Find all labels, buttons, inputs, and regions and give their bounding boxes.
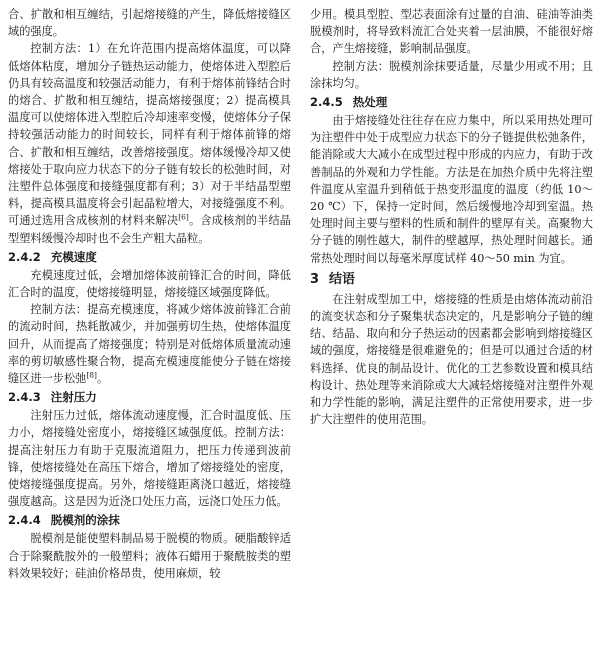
section-number: 3: [310, 271, 320, 287]
paragraph-text-end: 。: [96, 372, 109, 386]
paragraph-fill-speed: 充模速度过低，会增加熔体波前锋汇合的时间，降低汇合时的温度，使熔接缝明显，熔接缝区域强度降低。: [8, 268, 291, 300]
section-heading-2-4-5: [310, 94, 593, 111]
paragraph-text-end: 。含成核剂的半结晶型塑料缓慢冷却时也不会生产粗大晶粒。: [8, 214, 291, 245]
paragraph-heat-treatment: 由于熔接缝处往往存在应力集中，所以采用热处理可为注塑件中处于成型应力状态下的分子链提供松弛条件，能消除或大大减小在成型过程中形成的内应力，有助于改善制品的外观和力学性能。方法是在加热介质中先将注塑件温度从室温升到稍低于热变形温度的温度（约低 10～20 ℃）下，保持一定时间，然后缓慢地冷却到室温。热处理时间主要与塑料的性质和制件的壁厚有关。高聚物大分子链的刚性越大，制件的壁越厚，热处理时间越长。通常热处理时间以每毫米厚度试样 40～50 min 为宜。: [310, 114, 593, 265]
section-title: 注射压力: [50, 390, 97, 405]
section-title: 结语: [329, 271, 356, 287]
paragraph-continuation: 少用。模具型腔、型芯表面涂有过量的自油、硅油等油类脱模剂时，将导致料流汇合处夹着一层油膜，不能很好熔合，产生熔接缝，影响制品强度。: [310, 8, 593, 56]
section-number: 2.4.5: [310, 95, 343, 110]
paper-page: [8, 6, 594, 646]
citation-8: [8]: [86, 370, 97, 380]
paragraph-continuation: 合、扩散和相互缠结，引起熔接缝的产生，降低熔接缝区域的强度。: [8, 8, 291, 39]
paragraph-text: 控制方法：1）在允许范围内提高熔体温度，可以降低熔体粘度，增加分子链热运动能力，使熔体进入型腔后仍具有较高温度和较强活动能力，有利于熔体前锋结合时的熔合、扩散和相互缠结，提高熔接强度；2）提高模具温度可以使熔体进入型腔后冷却速率变慢，使熔体分子保持较强活动能力的时间较长，同样有利于熔体前锋的熔合、扩散和相互缠结，改善熔接强度。熔体缓慢冷却又使熔接处于取向应力状态下的分子链有较长的松弛时间，对注塑件总体强度和接缝强度都有利；3）对于半结晶型塑料，提高模具温度将会引起晶粒增大，对接缝强度不利。可通过选用含成核剂的材料来解决: [8, 42, 291, 228]
section-heading-2-4-2: [8, 249, 291, 266]
paragraph-release-agent: 脱模剂是能使塑料制品易于脱模的物质。硬脂酸锌适合于除聚酰胺外的一般塑料；液体石蜡用于聚酰胺类的塑料效果较好；硅油价格昂贵，使用麻烦，较: [8, 532, 291, 580]
citation-6: [6]: [178, 212, 189, 222]
section-title: 脱模剂的涂抹: [50, 513, 120, 528]
paragraph-control-method-speed: [8, 301, 291, 387]
section-heading-2-4-3: [8, 389, 291, 406]
section-title: 热处理: [352, 95, 388, 110]
section-number: 2.4.2: [8, 249, 41, 264]
paragraph-conclusion: 在注射成型加工中，熔接缝的性质是由熔体流动前沿的流变状态和分子聚集状态决定的，凡是影响分子链的缠结、结晶、取向和分子热运动的因素都会影响到熔接缝区域的强度，熔接缝是很难避免的；但是可以通过合适的材料选择、优良的制品设计、优化的工艺参数设置和模具结构设计、热处理等来消除或大大减轻熔接缝对注塑件外观和力学性能的影响，满足注塑件的正常使用要求，进一步扩大注塑件的使用范围。: [310, 292, 593, 427]
section-title: 充模速度: [50, 249, 97, 264]
section-number: 2.4.3: [8, 390, 41, 405]
right-column: [310, 6, 593, 428]
section-heading-2-4-4: [8, 512, 291, 529]
paragraph-control-method-release: 控制方法：脱模剂涂抹要适量，尽量少用或不用；且涂抹均匀。: [310, 59, 593, 90]
section-heading-3: [310, 270, 593, 289]
section-number: 2.4.4: [8, 513, 41, 528]
paragraph-text: 控制方法：提高充模速度，将减少熔体波前锋汇合前的流动时间，热耗散减少，并加强剪切生热，使熔体温度回升，从而提高了熔接强度；特别是对低熔体质量流动速率的剪切敏感性聚合物，提高充模速度能使分子链在熔接缝区进一步松弛: [8, 303, 291, 386]
paragraph-injection-pressure: 注射压力过低，熔体流动速度慢，汇合时温度低、压力小，熔接缝处密度小，熔接缝区域强度低。控制方法：提高注射压力有助于克服流道阻力，把压力传递到波前锋，使熔接缝处在高压下熔合，增加了熔接缝处的密度，使熔接缝强度提高。另外，熔接缝距离浇口越近，熔接缝强度越高。这是因为近浇口处压力高，远浇口处压力低。: [8, 409, 291, 509]
left-column: [8, 6, 291, 582]
paragraph-control-method-temperature: [8, 40, 291, 246]
